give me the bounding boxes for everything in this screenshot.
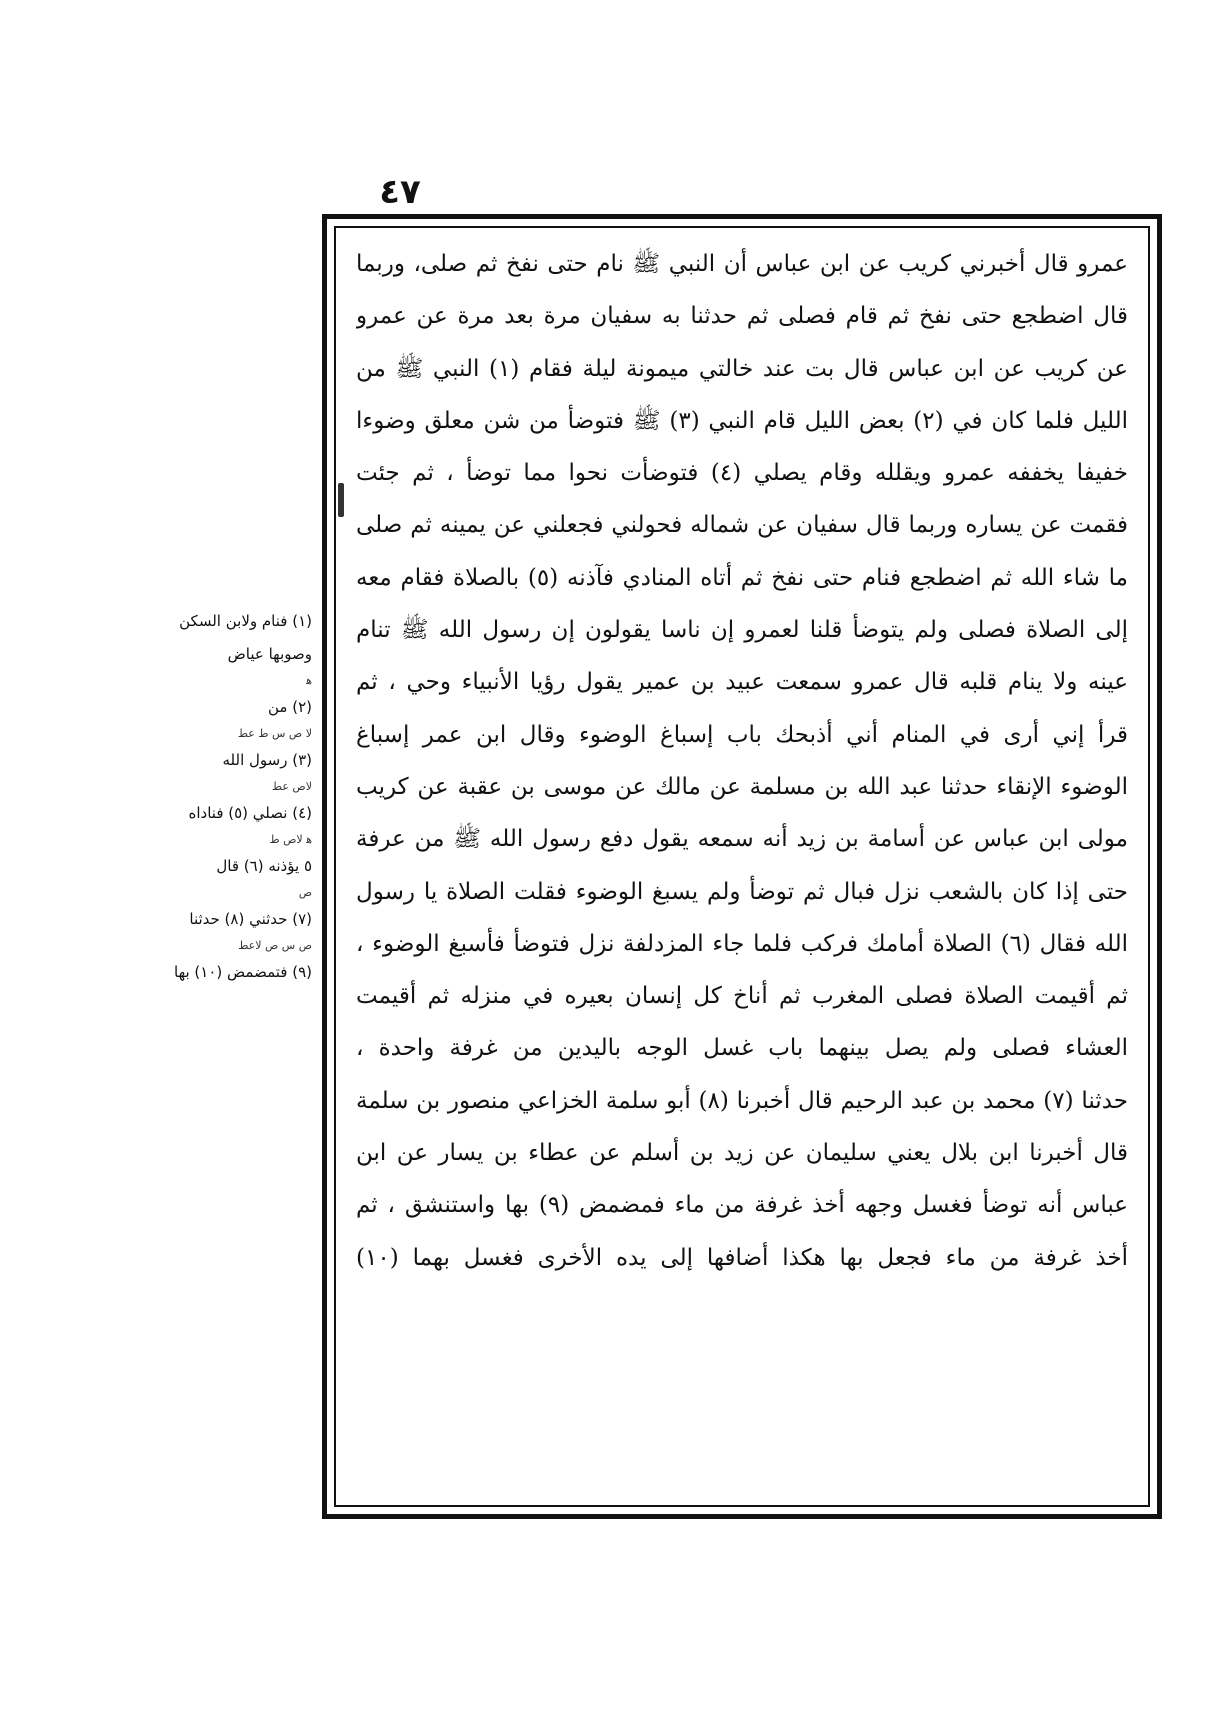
margin-note: (٣) رسول الله (222, 751, 312, 769)
text-line: قال أخبرنا ابن بلال يعني سليمان عن زيد بن أسلم عن عطاء بن يسار عن ابن (356, 1140, 1128, 1167)
text-line: عمرو قال أخبرني كريب عن ابن عباس أن النبي ﷺ نام حتى نفخ ثم صلى، وربما (356, 251, 1128, 277)
margin-note-siglum: ص س ص لاعط (238, 939, 312, 952)
text-line: إلى الصلاة فصلى ولم يتوضأ قلنا لعمرو إن ناسا يقولون إن رسول الله ﷺ تنام (356, 617, 1128, 644)
margin-note: (١) فنام ولابن السكن (179, 612, 312, 630)
text-line: حتى إذا كان بالشعب نزل فبال ثم توضأ ولم يسبغ الوضوء فقلت الصلاة يا رسول (356, 878, 1128, 905)
margin-note: (٤) نصلي (٥) فناداه (188, 804, 312, 822)
text-line: الله فقال (٦) الصلاة أمامك فركب فلما جاء المزدلفة نزل فتوضأ فأسبغ الوضوء ، (356, 930, 1128, 957)
text-line: حدثنا (٧) محمد بن عبد الرحيم قال أخبرنا (٨) أبو سلمة الخزاعي منصور بن سلمة (356, 1087, 1128, 1114)
text-line: قرأ إني أرى في المنام أني أذبحك باب إسباغ الوضوء وقال ابن عمر إسباغ (356, 721, 1128, 748)
margin-note: ٥ يؤذنه (٦) قال (216, 857, 312, 875)
margin-note: وصوبها عياض (227, 645, 312, 663)
margin-note-siglum: ﻫ (306, 674, 312, 687)
margin-note: (٢) من (268, 698, 312, 716)
margin-notes (140, 605, 312, 989)
text-line: الوضوء الإنقاء حدثنا عبد الله بن مسلمة عن مالك عن موسى بن عقبة عن كريب (356, 773, 1128, 800)
text-line: عن كريب عن ابن عباس قال بت عند خالتي ميمونة ليلة فقام (١) النبي ﷺ من (356, 355, 1128, 382)
margin-note: (٧) حدثني (٨) حدثنا (189, 910, 312, 928)
margin-note-siglum: ﻫ لاص ط (269, 833, 312, 846)
text-line: أخذ غرفة من ماء فجعل بها هكذا أضافها إلى يده الأخرى فغسل بهما (١٠) (356, 1244, 1128, 1271)
margin-note-siglum: لاص عط (271, 780, 312, 793)
text-line: ثم أقيمت الصلاة فصلى المغرب ثم أناخ كل إنسان بعيره في منزله ثم أقيمت (356, 983, 1128, 1010)
margin-note: (٩) فتمضمض (١٠) بها (174, 963, 312, 981)
text-line: فقمت عن يساره وربما قال سفيان عن شماله فحولني فجعلني عن يمينه ثم صلى (356, 512, 1128, 539)
text-line: قال اضطجع حتى نفخ ثم قام فصلى ثم حدثنا به سفيان مرة بعد مرة عن عمرو (356, 303, 1128, 330)
text-line: ما شاء الله ثم اضطجع فنام حتى نفخ ثم أتاه المنادي فآذنه (٥) بالصلاة فقام معه (356, 564, 1128, 591)
text-line: عينه ولا ينام قلبه قال عمرو سمعت عبيد بن عمير يقول رؤيا الأنبياء وحي ، ثم (356, 669, 1128, 696)
margin-note-siglum: لا ص س ط عط (237, 727, 312, 740)
text-line: مولى ابن عباس عن أسامة بن زيد أنه سمعه يقول دفع رسول الله ﷺ من عرفة (356, 826, 1128, 853)
text-line: عباس أنه توضأ فغسل وجهه أخذ غرفة من ماء فمضمض (٩) بها واستنشق ، ثم (356, 1192, 1128, 1219)
page-number: ٤٧ (379, 172, 421, 212)
margin-note-siglum: ص (298, 886, 312, 899)
text-line: العشاء فصلى ولم يصل بينهما باب غسل الوجه باليدين من غرفة واحدة ، (356, 1035, 1128, 1062)
text-line: الليل فلما كان في (٢) بعض الليل قام النبي (٣) ﷺ فتوضأ من شن معلق وضوءا (356, 407, 1128, 434)
margin-mark (338, 483, 344, 517)
text-line: خفيفا يخففه عمرو ويقلله وقام يصلي (٤) فتوضأت نحوا مما توضأ ، ثم جئت (356, 460, 1128, 487)
main-text-block (346, 238, 1138, 1495)
